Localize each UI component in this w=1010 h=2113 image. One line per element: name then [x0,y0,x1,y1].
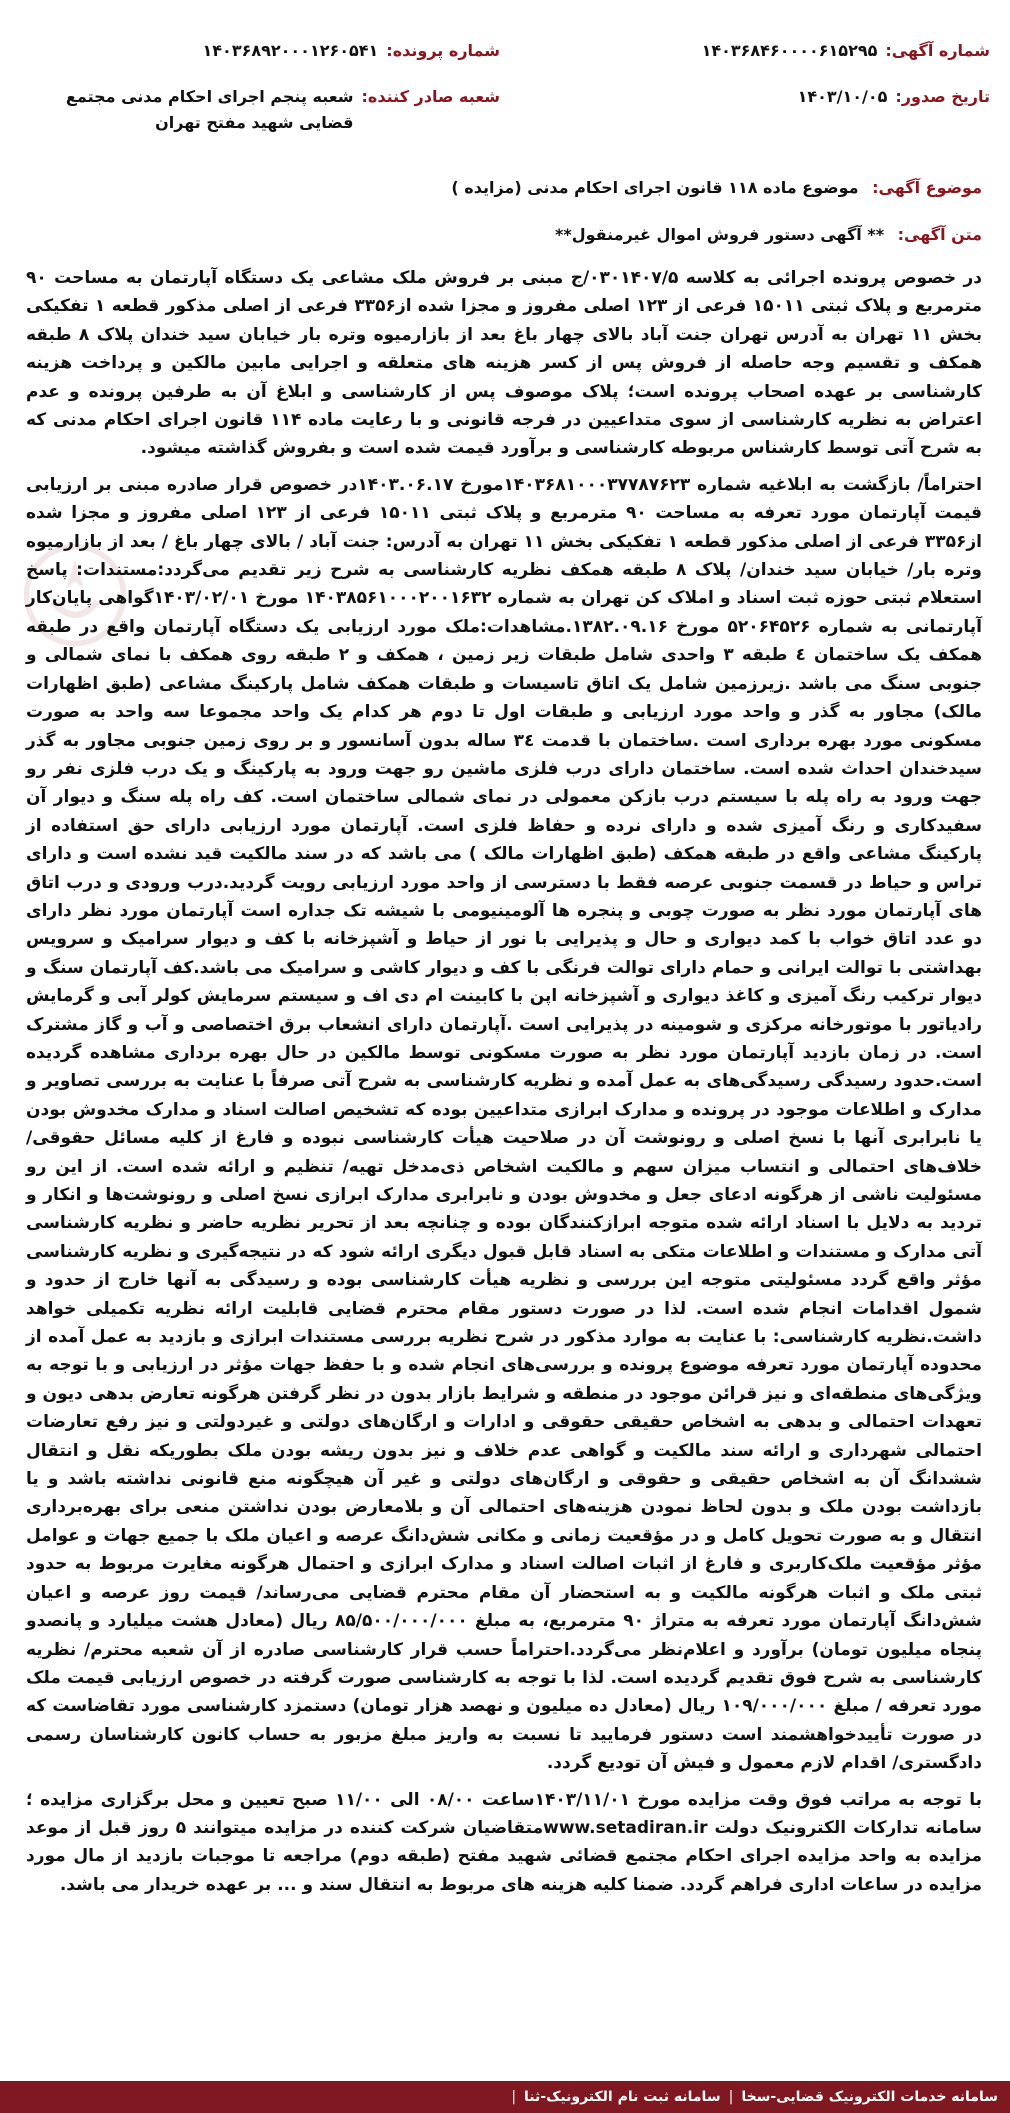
body-paragraph-2: احتراماً/ بازگشت به ابلاغیه شماره ۱۴۰۳۶۸۱۰۰۰۳۷۷۸۷۶۲۳مورخ ۱۴۰۳.۰۶.۱۷در خصوص قرار صادره مبنی بر ارزیابی قیمت آپارتمان مورد تعرفه به مساحت ۹۰ مترمربع و پلاک ثبتی ۱۵۰۱۱ فرعی از ۱۲۳ اصلی مفروز و مجزا شده از۳۳۵۶ فرعی از اصلی مذکور قطعه ۱ تفکیکی بخش ۱۱ تهران به آدرس: جنت آباد / بالای چهار باغ / بعد از بازارمیوه وتره بار/ خیابان سید خندان/ پلاک ۸ طبقه همکف نظریه کارشناسی به شرح زیر تقدیم می‌گردد:مستندات: پاسخ استعلام ثبتی حوزه ثبت اسناد و املاک کن تهران به شماره ۱۴۰۳۸۵۶۱۰۰۰۲۰۰۱۶۳۲ مورخ ۱۴۰۳/۰۲/۰۱گواهی پایان‌کار آپارتمانی به شماره ۵۲۰۶۴۵۲۶ مورخ ۱۳۸۲.۰۹.۱۶.مشاهدات:ملک مورد ارزیابی یک دستگاه آپارتمان واقع در طبقه همکف یک ساختمان ٤ طبقه ۳ واحدی شامل طبقات زیر زمین ، همکف و ۲ طبقه روی همکف با نمای شمالی و جنوبی سنگ می باشد .زیرزمین شامل یک اتاق تاسیسات و طبقات همکف شامل پارکینگ مشاعی (طبق اظهارات مالک) مجاور به گذر و واحد مورد ارزیابی و طبقات اول تا دوم هر کدام یک واحد مجموعا سه واحد به صورت مسکونی مورد بهره برداری است .ساختمان با قدمت ۳٤ ساله بدون آسانسور و بر روی زمین جنوبی مجاور به گذر سیدخندان احداث شده است. ساختمان دارای درب فلزی ماشین رو جهت ورود به پارکینگ و یک درب فلزی نفر رو جهت ورود به راه پله با سیستم درب بازکن معمولی در نمای شمالی ساختمان است. کف راه پله سنگ و دیوار آن سفیدکاری و رنگ آمیزی شده و دارای نرده و حفاظ فلزی است. آپارتمان مورد ارزیابی دارای حق استفاده از پارکینگ مشاعی واقع در طبقه همکف (طبق اظهارات مالک ) می باشد که در سند مالکیت قید نشده است و دارای تراس و حیاط در قسمت جنوبی عرصه فقط با دسترسی از واحد مورد ارزیابی رویت گردید.درب ورودی و درب اتاق های آپارتمان مورد نظر به صورت چوبی و پنجره ها آلومینیومی با شیشه تک جداره است آپارتمان مورد نظر دارای دو عدد اتاق خواب با کمد دیواری و حال و پذیرایی با نور از حیاط و آشپزخانه با کف و دیوار سرامیک و سرویس بهداشتی با توالت ایرانی و حمام دارای توالت فرنگی با کف و دیوار کاشی و سرامیک می باشد.کف آپارتمان سنگ و دیوار ترکیب رنگ آمیزی و کاغذ دیواری و آشپزخانه اپن با کابینت ام دی اف و سیستم سرمایش کولر آبی و گرمایش رادیاتور با موتورخانه مرکزی و شومینه در پذیرایی است .آپارتمان دارای انشعاب برق اختصاصی و آب و گاز مشترک است. در زمان بازدید آپارتمان مورد نظر به صورت مسکونی توسط مالکین در حال بهره برداری مشاهده گردیده است.حدود رسیدگی رسیدگی‌های به عمل آمده و نظریه کارشناسی به شرح آتی صرفاً با عنایت به بررسی تصاویر و مدارک و اطلاعات موجود در پرونده و مدارک ابرازی متداعیین بوده که تشخیص اصالت اسناد و مدارک مخدوش بودن یا نابرابری آنها با نسخ اصلی و رونوشت آن در صلاحیت هیأت کارشناسی نبوده و فارغ از کلیه مسائل حقوقی/ خلاف‌های احتمالی و انتساب میزان سهم و مالکیت اشخاص ذی‌مدخل تهیه/ تنظیم و ارائه شده است. از این رو مسئولیت ناشی از هرگونه ادعای جعل و مخدوش بودن و نابرابری مدارک ابرازی نسخ اصلی و رونوشت‌ها و انکار و تردید به دلایل با اسناد ارائه شده متوجه ابرازکنندگان بوده و چنانچه بعد از تحریر نظریه حاضر و نظریه کارشناسی آتی مدارک و مستندات و اطلاعات متکی به اسناد قابل قبول دیگری ارائه شود که در نتیجه‌گیری و نظریه کارشناسی مؤثر واقع گردد مسئولیتی متوجه این بررسی و نظریه هیأت کارشناسی بوده و رسیدگی به آنها خارج از حدود و شمول اقدامات انجام شده است. لذا در صورت دستور مقام محترم قضایی قابلیت ارائه نظریه تکمیلی خواهد داشت.نظریه کارشناسی: با عنایت به موارد مذکور در شرح نظریه بررسی مستندات ابرازی و بازدید به عمل آمده از محدوده آپارتمان مورد تعرفه موضوع پرونده و بررسی‌های انجام شده و با حفظ جهات مؤثر در ارزیابی و با توجه به ویژگی‌های منطقه‌ای و نیز قرائن موجود در منطقه و شرایط بازار بدون در نظر گرفتن هرگونه تعارض بدهی دیون و تعهدات احتمالی و بدهی به اشخاص حقیقی حقوقی و ادارات و ارگان‌های دولتی و غیردولتی و نیز رفع تعارضات احتمالی شهرداری و ارائه سند مالکیت و گواهی عدم خلاف و نیز بدون ریشه بودن ملک بطوریکه نقل و انتقال ششدانگ آن به اشخاص حقیقی و حقوقی و ارگان‌های دولتی و غیر آن هیچگونه منع قانونی نداشته باشد و یا بازداشت بودن ملک و بدون لحاظ نمودن هزینه‌های احتمالی آن و بلامعارض بودن نداشتن منعی برای بهره‌برداری انتقال و به صورت تحویل کامل و در مؤقعیت زمانی و مکانی شش‌دانگ عرصه و اعیان ملک با جمیع جهات و عوامل مؤثر مؤقعیت ملک‌کاربری و فارغ از اثبات اصالت اسناد و مدارک ابرازی و احتمال هرگونه مغایرت مربوط به حدود ثبتی ملک و اثبات هرگونه مالکیت و به استحضار آن مقام محترم قضایی می‌رساند/ قیمت روز عرصه و اعیان شش‌دانگ آپارتمان مورد تعرفه به متراژ ۹۰ مترمربع، به مبلغ ۸۵/۵۰۰/۰۰۰/۰۰۰ ریال (معادل هشت میلیارد و پانصدو پنجاه میلیون تومان) برآورد و اعلام‌نظر می‌گردد.احتراماً حسب قرار کارشناسی صادره از آن شعبه محترم/ نظریه کارشناسی به شرح فوق تقدیم گردیده است. لذا با توجه به کارشناسی صورت گرفته در خصوص ارزیابی قیمت ملک مورد تعرفه / مبلغ ۱۰۹/۰۰۰/۰۰۰ ریال (معادل ده میلیون و نهصد هزار تومان) دستمزد کارشناسی مورد تقاضاست که در صورت تأییدخواهشمند است دستور فرمایید تا نسبت به واریز مبلغ مزبور به حساب کانون کارشناسان رسمی دادگستری/ اقدام لازم معمول و فیش آن تودیع گردد. [26,474,983,1774]
footer-link-sana[interactable]: سامانه ثبت نام الکترونیک-ثنا [524,2089,721,2105]
case-number-label: شماره پرونده: [386,41,500,60]
meta-col-left [30,38,500,156]
text-heading-value: ** آگهی دستور فروش اموال غیرمنقول** [554,225,885,244]
subject-value: موضوع ماده ۱۱۸ قانون اجرای احکام مدنی (مزایده ) [451,178,859,197]
notice-number-label: شماره آگهی: [885,41,990,60]
issuing-branch-row [30,84,500,136]
body-paragraph-3: با توجه به مراتب فوق وقت مزایده مورخ ۱۴۰۳/۱۱/۰۱ساعت ۰۸/۰۰ الی ۱۱/۰۰ صبح تعیین و محل برگزاری مزایده ؛سامانه تدارکات الکترونیک دولت www.setadiran.irمتقاضیان شرکت کننده در مزایده میتوانند ۵ روز قبل از موعد مزایده به واحد مزایده اجرای احکام مجتمع قضائی شهید مفتح (طبقه دوم) مراجعه تا موجبات بازدید از مال مورد مزایده در ساعات اداری فراهم گردد. ضمنا کلیه هزینه های مربوط به انتقال سند و ... بر عهده خریدار می باشد. [26,1789,983,1895]
issue-date-label: تاریخ صدور: [895,87,990,106]
footer-separator-trailing: | [511,2089,517,2105]
footer-separator: | [728,2089,734,2105]
notice-text-heading [28,222,982,248]
issue-date: ۱۴۰۳/۱۰/۰۵ [797,87,888,106]
notice-number-row [520,38,990,64]
notice-subject [28,175,982,201]
notice-number: ۱۴۰۳۶۸۴۶۰۰۰۰۶۱۵۲۹۵ [701,41,878,60]
subject-label: موضوع آگهی: [872,178,982,197]
case-number: ۱۴۰۳۶۸۹۲۰۰۰۱۲۶۰۵۴۱ [202,41,379,60]
notice-meta [20,38,990,158]
meta-col-right [520,38,990,130]
case-number-row [30,38,500,64]
body-paragraph-1: در خصوص پرونده اجرائی به کلاسه ۰۳۰۱۴۰۷/۵/ج مبنی بر فروش ملک مشاعی یک دستگاه آپارتمان به مساحت ۹۰ مترمربع و پلاک ثبتی ۱۵۰۱۱ فرعی از ۱۲۳ اصلی مفروز و مجزا شده از۳۳۵۶ فرعی از اصلی مذکور قطعه ۱ تفکیکی بخش ۱۱ تهران به آدرس تهران جنت آباد بالای چهار باغ بعد از بازارمیوه وتره بار خیابان سید خندان پلاک ۸ طبقه همکف و تقسیم وجه حاصله از فروش پس از کسر هزینه های متعلقه و اجرایی مابین مالکین و پرداخت هزینه کارشناسی بر عهده اصحاب پرونده است؛ پلاک موصوف پس از کارشناسی و ابلاغ آن به طرفین پرونده و عدم اعتراض به نظریه کارشناسی از سوی متداعیین در فرجه قانونی و با رعایت ماده ۱۱۴ قانون اجرای احکام مدنی که به شرح آتی توسط کارشناس مربوطه کارشناسی و برآورد قیمت شده است و بفروش گذاشته میشود. [26,268,982,459]
footer-link-sakha[interactable]: سامانه خدمات الکترونیک قضایی-سخا [741,2089,998,2105]
text-label: متن آگهی: [897,225,982,244]
issuing-branch-label: شعبه صادر کننده: [361,87,500,106]
issuing-branch: شعبه پنجم اجرای احکام مدنی مجتمع قضایی شهید مفتح تهران [65,87,354,132]
footer-bar [0,2081,1010,2113]
notice-body [26,264,982,1907]
issue-date-row [520,84,990,110]
